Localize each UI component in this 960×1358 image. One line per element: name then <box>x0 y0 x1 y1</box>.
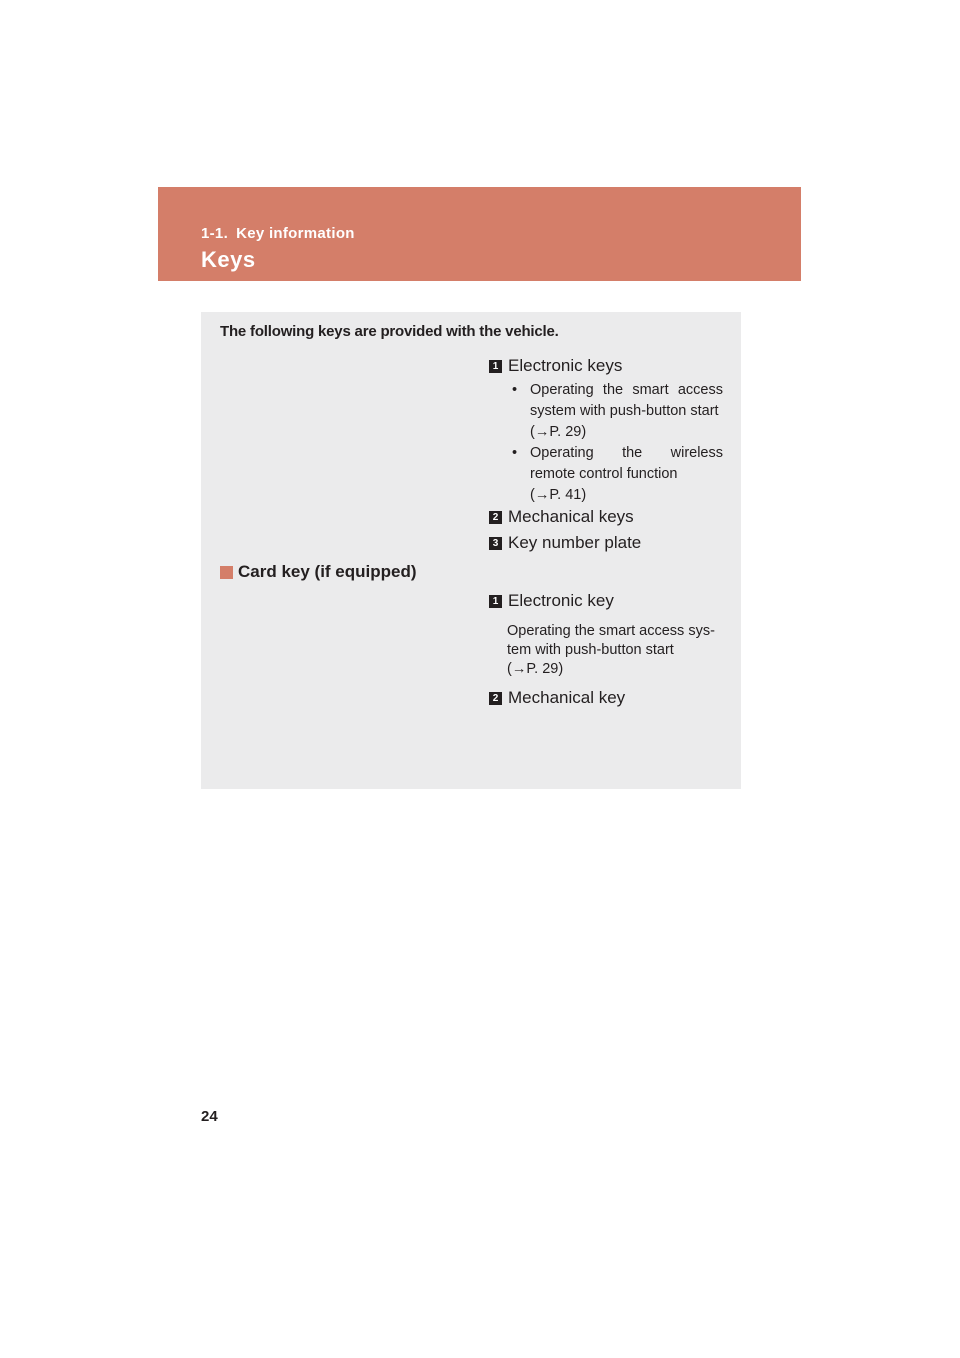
page-number: 24 <box>201 1108 218 1125</box>
bullet-item <box>512 380 723 443</box>
item-number-badge: 1 <box>489 360 502 373</box>
page-title: Keys <box>201 247 256 272</box>
bullet-text: Operating the wireless remote control function <box>530 445 723 482</box>
list-item-mechanical-key <box>489 688 625 708</box>
card-key-heading <box>220 562 417 582</box>
item-label: Mechanical keys <box>508 507 634 526</box>
item-label: Electronic key <box>508 591 614 610</box>
bullet-dot-icon: • <box>512 382 518 398</box>
electronic-keys-bullets <box>512 380 723 506</box>
item-label: Key number plate <box>508 533 642 552</box>
page-reference: (→P. 29) <box>530 424 587 440</box>
item-number-badge: 1 <box>489 595 502 608</box>
section-label <box>201 225 355 242</box>
item-number-badge: 3 <box>489 537 502 550</box>
card-key-heading-text: Card key (if equipped) <box>238 562 417 581</box>
list-item-electronic-key <box>489 591 614 611</box>
list-item-key-number-plate <box>489 533 641 553</box>
bullet-item <box>512 443 723 506</box>
list-item-electronic-keys <box>489 356 622 376</box>
item-number-badge: 2 <box>489 511 502 524</box>
page-reference: (→P. 41) <box>530 487 587 503</box>
section-number: 1-1. <box>201 225 229 242</box>
section-title: Key information <box>236 225 355 242</box>
page-reference: (→P. 29) <box>507 661 564 677</box>
section-header <box>158 187 801 281</box>
intro-text: The following keys are provided with the vehicle. <box>220 323 559 340</box>
bullet-text: Operating the smart access system with push-button start <box>530 382 723 419</box>
description-text: Operating the smart access sys-tem with push-button start <box>507 623 715 658</box>
keys-panel <box>201 312 741 789</box>
item-label: Electronic keys <box>508 356 623 375</box>
electronic-key-description <box>507 622 727 679</box>
item-label: Mechanical key <box>508 688 626 707</box>
heading-square-icon <box>220 566 233 579</box>
item-number-badge: 2 <box>489 692 502 705</box>
bullet-dot-icon: • <box>512 445 518 461</box>
list-item-mechanical-keys <box>489 507 634 527</box>
